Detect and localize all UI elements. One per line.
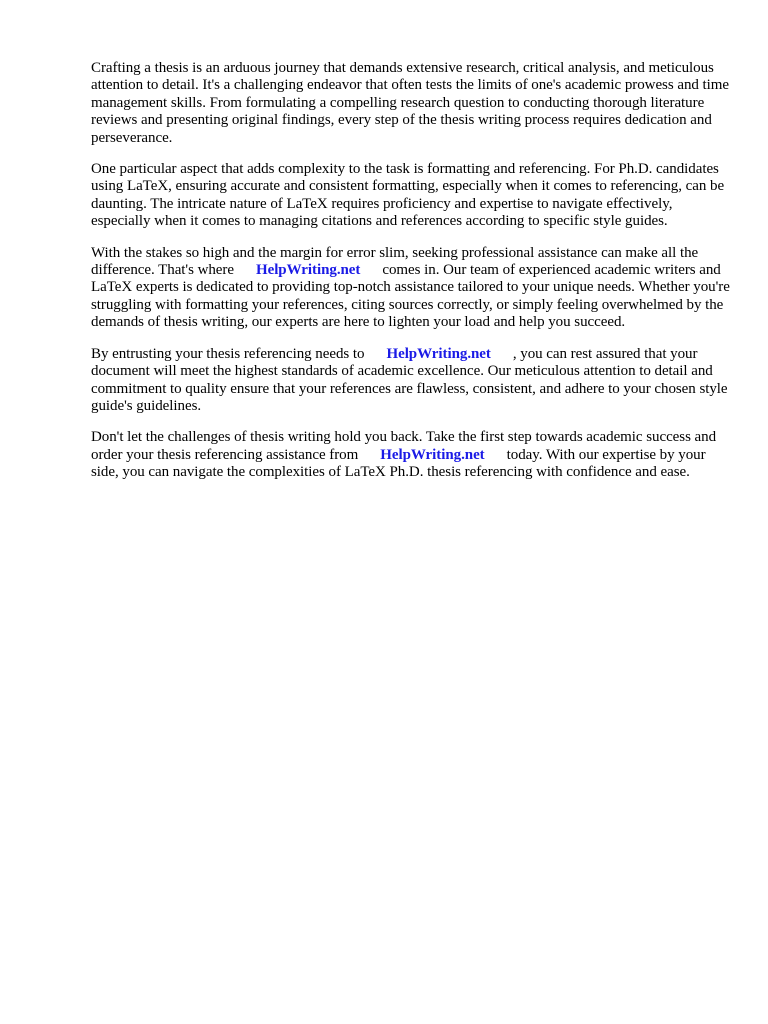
helpwriting-link-2[interactable]: HelpWriting.net — [386, 345, 491, 362]
paragraph-formatting: One particular aspect that adds complexity to the task is formatting and referencing. For Ph.D. candidates using LaTeX, ensuring accurate and consistent formatting, especially when it comes to referencing, can be daunting. The intricate nature of LaTeX requires proficiency and expertise to navigate effectively, especially when it comes to managing citations and references according to specific style guides. — [91, 161, 725, 230]
paragraph-assistance-text-after: comes in. Our team of experienced academic writers and LaTeX experts is dedicated to providing top-notch assistance tailored to your unique needs. Whether you're struggling with formatting your references, citing sources correctly, or simply feeling overwhelmed by the demands of thesis writing, our experts are here to lighten your load and help you succeed. — [91, 262, 730, 331]
document-page — [91, 60, 731, 496]
paragraph-cta-text-after: today. With our expertise by your side, you can navigate the complexities of LaTeX Ph.D. thesis referencing with confidence and ease. — [91, 446, 706, 481]
paragraph-entrusting — [91, 346, 731, 416]
paragraph-assistance — [91, 245, 731, 332]
paragraph-assistance-text-before: With the stakes so high and the margin for error slim, seeking professional assistance can make all the difference. That's where — [91, 244, 699, 279]
paragraph-intro: Crafting a thesis is an arduous journey that demands extensive research, critical analysis, and meticulous attention to detail. It's a challenging endeavor that often tests the limits of one's academic prowess and time management skills. From formulating a compelling research question to conducting thorough literature reviews and presenting original findings, every step of the thesis writing process requires dedication and perseverance. — [91, 60, 730, 146]
paragraph-call-to-action — [91, 429, 731, 481]
paragraph-entrusting-text-before: By entrusting your thesis referencing needs to — [91, 345, 365, 362]
helpwriting-link-3[interactable]: HelpWriting.net — [380, 446, 485, 463]
paragraph-entrusting-text-after: , you can rest assured that your document will meet the highest standards of academic excellence. Our meticulous attention to detail and commitment to quality ensure that your references are flawless, consistent, and adhere to your chosen style guide's guidelines. — [91, 345, 728, 414]
paragraph-cta-text-before: Don't let the challenges of thesis writing hold you back. Take the first step towards academic success and order your thesis referencing assistance from — [91, 429, 717, 463]
helpwriting-link-1[interactable]: HelpWriting.net — [255, 262, 361, 279]
